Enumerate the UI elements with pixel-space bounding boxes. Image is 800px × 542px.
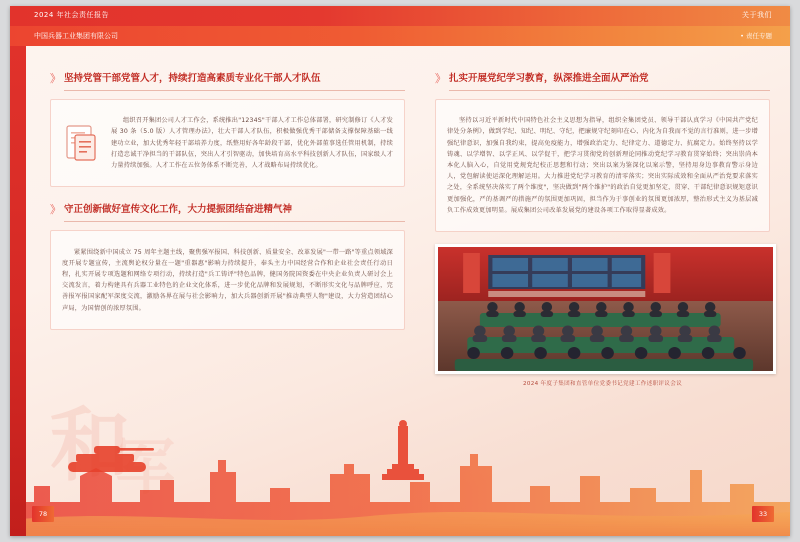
meeting-photo-caption: 2024 年度子集团和直管单位党委书记党建工作述职评议会议 [523, 381, 682, 388]
section-discipline-paragraph: 坚持以习近平新时代中国特色社会主义思想为指导，组织全集团党员、领导干部认真学习《中国共产党纪律处分条例》，做到学纪、知纪、明纪、守纪，把廉规守纪刻印在心、内化为自我而不觉的言行准则，进一步增强纪律意识，加强自我约束，提高免疫能力，增强政治定力、纪律定力、道德定力、抗腐定力。始终坚持以学铸魂、以学增智、以学正风、以学促干，把学习贯彻党的创新理论同推动党纪学习教育贯穿始终；突出崇尚本本化人脑入心，自觉用党规党纪校正思想和行动；突出以案为鉴深化以案示警，坚持用身边事教育警示身边人，党包解读使运深化理解运用。大力推进党纪学习教育的清零落实；突出实际成效和全面从严治党要求落实之处，全系统坚决落实了两个维度"，坚决做到"两个维护"的政治自觉更加坚定，贯穿、干部纪律意识规矩意识更加强化，严的基调严的措施严的氛围更加巩固，担当作为于事创业的氛围更加浓厚，整治形式主义为基层减负工作成效更加明显。展成集团公司改革发展党的建设各项工作取得显著成效。 [447, 117, 758, 214]
section-talent-body [50, 99, 405, 187]
section-culture-title: 守正创新做好宣传文化工作，大力提振团结奋进精气神 [64, 203, 405, 222]
section-culture [50, 203, 405, 330]
section-discipline-title: 扎实开展党纪学习教育，纵深推进全面从严治党 [449, 72, 770, 91]
section-culture-header [50, 203, 405, 222]
section-talent-paragraph: 组织召开集团公司人才工作会，系统推出"1234S"干部人才工作总体部署，研究制修订《人才发展 30 条（5.0 版）人才管理办法》，壮大干部人才队伍，积极做强优秀干部储备支撑保障基础一线建功立业，加大优秀年轻干部培养力度，纸整用好各年龄段干部，优化外部董事选任管用机制，持续打造忠诚干净担当的干部队伍，突出人才引智驱动，加快培育高水平科技创新人才队伍，国家级人才力量持续加强。人才工作在五位务体系不断完善，人才战略布局持续优化。 [111, 117, 393, 169]
section-talent [50, 72, 405, 187]
page-number-right: 33 [752, 506, 774, 522]
report-page [10, 6, 790, 536]
left-column [50, 72, 405, 330]
page-spine [10, 6, 26, 536]
header-bar [10, 6, 790, 26]
section-culture-paragraph: 紧紧围绕新中国成立 75 周年主题主线，聚焦强军报国、科技创新、质量安全、改革发展"一带一路"等重点领域深度开展专题宣传，主流舆论权分量在一题"重器惠"影响力持续提升，奉头主力中国经营合作和企业社会责任行动日程，扎实开展专项选题和网络专项行动，持续打造"兵工铸评"特色品牌，健国务院国资委在中央企业负责人研讨会上交流发言，着力构建具有兵器工业特色的企业文化体系，进一步优化品牌和发展规划，不断形实文化与品牌呼应，完善报军报国家配军深度交流，激励各界在展与社会影响力，加大兵器创新开展"推动典型人物"建设，大力营造团结心声局，为国情创的浓厚氛围。 [62, 248, 393, 312]
header-topic-label: • 责任专题 [740, 32, 772, 40]
subheader-bar [10, 26, 790, 46]
section-culture-body [50, 230, 405, 330]
tank-silhouette-icon [62, 438, 158, 478]
report-title: 2024 年社会责任报告 [34, 11, 110, 19]
page-number-left: 78 [32, 506, 54, 522]
meeting-photo [435, 244, 776, 374]
chevron-right-icon: 》 [435, 72, 443, 85]
section-talent-header [50, 72, 405, 91]
chevron-right-icon: 》 [50, 72, 58, 85]
section-discipline-body [435, 99, 770, 232]
section-talent-title: 坚持党管干部党管人才，持续打造高素质专业化干部人才队伍 [64, 72, 405, 91]
watermark-char-1: 和 [50, 398, 130, 492]
header-section-label: 关于我们 [742, 11, 772, 19]
right-column [435, 72, 770, 387]
chevron-right-icon: 》 [50, 203, 58, 217]
company-name: 中国兵器工业集团有限公司 [34, 32, 118, 40]
monument-silhouette-icon [380, 420, 426, 480]
document-list-icon [63, 123, 99, 163]
section-discipline-header [435, 72, 770, 91]
watermark-char-2: 军 [115, 433, 175, 503]
